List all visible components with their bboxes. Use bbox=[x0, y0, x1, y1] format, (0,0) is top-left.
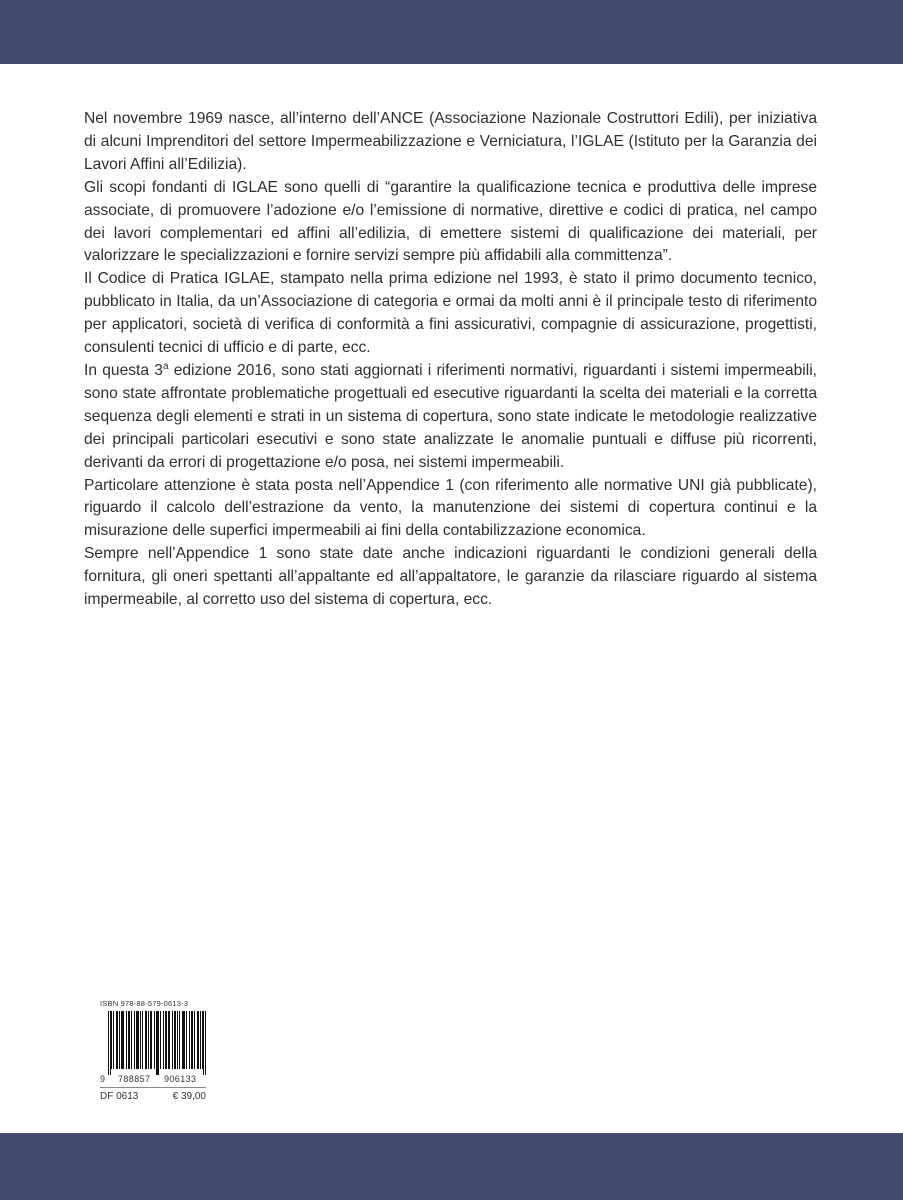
barcode-bar bbox=[160, 1011, 161, 1069]
barcode-bar bbox=[182, 1011, 183, 1069]
barcode-bar bbox=[192, 1011, 193, 1069]
barcode-digit-first: 9 bbox=[100, 1074, 106, 1084]
barcode-digits-right: 906133 bbox=[164, 1074, 196, 1084]
barcode-bar bbox=[134, 1011, 135, 1069]
barcode-bar bbox=[175, 1011, 176, 1069]
barcode-bar bbox=[163, 1011, 164, 1069]
barcode-bar bbox=[140, 1011, 141, 1069]
barcode-bar bbox=[157, 1011, 158, 1075]
barcode-bar bbox=[179, 1011, 180, 1069]
barcode-bar bbox=[191, 1011, 192, 1069]
paragraph: Il Codice di Pratica IGLAE, stampato nella prima edizione nel 1993, è stato il primo documento tecnico, pubblicato in Italia, da un’Associazione di categoria e ormai da molti anni è il principale testo di riferimento per applicatori, società di verifica di conformità a fini assicurativi, compagnie di assicurazione, progettisti, consulenti tecnici di ufficio e di parte, ecc. bbox=[84, 270, 817, 357]
barcode-bar bbox=[142, 1011, 143, 1069]
barcode-bar bbox=[151, 1011, 152, 1069]
barcode-bar bbox=[205, 1011, 206, 1075]
cover-text bbox=[84, 108, 817, 612]
barcode-bar bbox=[117, 1011, 118, 1069]
barcode-bar bbox=[202, 1011, 203, 1069]
barcode-bar bbox=[121, 1011, 122, 1069]
barcode-bar bbox=[189, 1011, 190, 1069]
barcode-bar bbox=[116, 1011, 117, 1069]
isbn-label: ISBN 978-88-579-0613-3 bbox=[100, 999, 189, 1008]
paragraph-part: edizione 2016, sono stati aggiornati i riferimenti normativi, riguardanti i sistemi impermeabili, sono state affrontate problematiche progettuali ed esecutive riguardanti la scelta dei materiali e la corretta sequenza degli elementi e strati in un sistema di copertura, sono state indicate le metodologie realizzative dei principali particolari esecutivi e sono state analizzate le anomalie puntuali e diffuse più ricorrenti, derivanti da errori di progettazione e/o posa, nei sistemi impermeabili. bbox=[84, 361, 817, 471]
barcode-bar bbox=[128, 1011, 129, 1069]
product-code: DF 0613 bbox=[100, 1091, 139, 1102]
barcode-bar bbox=[138, 1011, 139, 1069]
paragraph-part: In questa 3 bbox=[84, 361, 163, 379]
ordinal-superscript: a bbox=[162, 360, 169, 372]
paragraph: Sempre nell’Appendice 1 sono state date anche indicazioni riguardanti le condizioni generali della fornitura, gli oneri spettanti all’appaltante ed all’appaltatore, le garanzie da rilasciare riguardo al sistema impermeabile, al corretto uso del sistema di copertura, ecc. bbox=[84, 545, 817, 609]
barcode-bar bbox=[131, 1011, 132, 1069]
barcode-bar bbox=[111, 1011, 112, 1069]
barcode-bar bbox=[177, 1011, 178, 1069]
paragraph: Gli scopi fondanti di IGLAE sono quelli di “garantire la qualificazione tecnica e produttiva delle imprese associate, di promuovere l’adozione e/o l’emissione di normative, direttive e codici di pratica, nel campo dei lavori complementari ed affini all’edilizia, di emettere sistemi di qualificazione dei materiali, per valorizzare le specializzazioni e fornire servizi sempre più affidabili alla committenza”. bbox=[84, 178, 817, 265]
barcode-bar bbox=[123, 1011, 124, 1069]
top-band bbox=[0, 0, 903, 64]
barcode-digits-left: 788857 bbox=[118, 1074, 150, 1084]
barcode-bar bbox=[186, 1011, 187, 1069]
barcode-bar bbox=[198, 1011, 199, 1069]
paragraph: Nel novembre 1969 nasce, all’interno dell’ANCE (Associazione Nazionale Costruttori Edili), per iniziativa di alcuni Imprenditori del settore Impermeabilizzazione e Verniciatura, l’IGLAE (Istituto per la Garanzia dei Lavori Affini all’Edilizia). bbox=[84, 110, 817, 173]
barcode-bar bbox=[197, 1011, 198, 1069]
barcode-bar bbox=[145, 1011, 146, 1069]
barcode-bar bbox=[146, 1011, 147, 1069]
bottom-band bbox=[0, 1133, 903, 1200]
barcode-bar bbox=[169, 1011, 170, 1069]
barcode-bar bbox=[194, 1011, 195, 1069]
barcode-bar bbox=[172, 1011, 173, 1069]
barcode-bar bbox=[183, 1011, 184, 1069]
barcode-bar bbox=[150, 1011, 151, 1069]
price-row bbox=[100, 1087, 206, 1102]
barcode-bar bbox=[126, 1011, 127, 1069]
barcode-bar bbox=[148, 1011, 149, 1069]
barcode-bar bbox=[137, 1011, 138, 1069]
barcode-bar bbox=[154, 1011, 155, 1069]
barcode-bar bbox=[203, 1011, 204, 1075]
barcode-block bbox=[100, 999, 218, 1102]
barcode-bar bbox=[174, 1011, 175, 1069]
barcode-bar bbox=[166, 1011, 167, 1069]
barcode-bar bbox=[165, 1011, 166, 1069]
barcode-bar bbox=[122, 1011, 123, 1069]
price: € 39,00 bbox=[172, 1091, 206, 1102]
barcode-bar bbox=[129, 1011, 130, 1069]
barcode-bar bbox=[168, 1011, 169, 1069]
barcode-bar bbox=[184, 1011, 185, 1069]
barcode-bar bbox=[108, 1011, 109, 1075]
barcode-bar bbox=[158, 1011, 159, 1075]
barcode-bar bbox=[110, 1011, 111, 1075]
barcode-bar bbox=[119, 1011, 120, 1069]
barcode-bar bbox=[156, 1011, 157, 1075]
barcode-bar bbox=[136, 1011, 137, 1069]
paragraph: Particolare attenzione è stata posta nell’Appendice 1 (con riferimento alle normative UNI già pubblicate), riguardo il calcolo dell’estrazione da vento, la manutenzione dei sistemi di copertura continui e la misurazione delle superfici impermeabili ai fini della contabilizzazione economica. bbox=[84, 476, 817, 540]
barcode-bar bbox=[200, 1011, 201, 1069]
barcode-bar bbox=[113, 1011, 114, 1069]
paragraph bbox=[84, 360, 817, 475]
barcode-icon bbox=[100, 1011, 210, 1085]
